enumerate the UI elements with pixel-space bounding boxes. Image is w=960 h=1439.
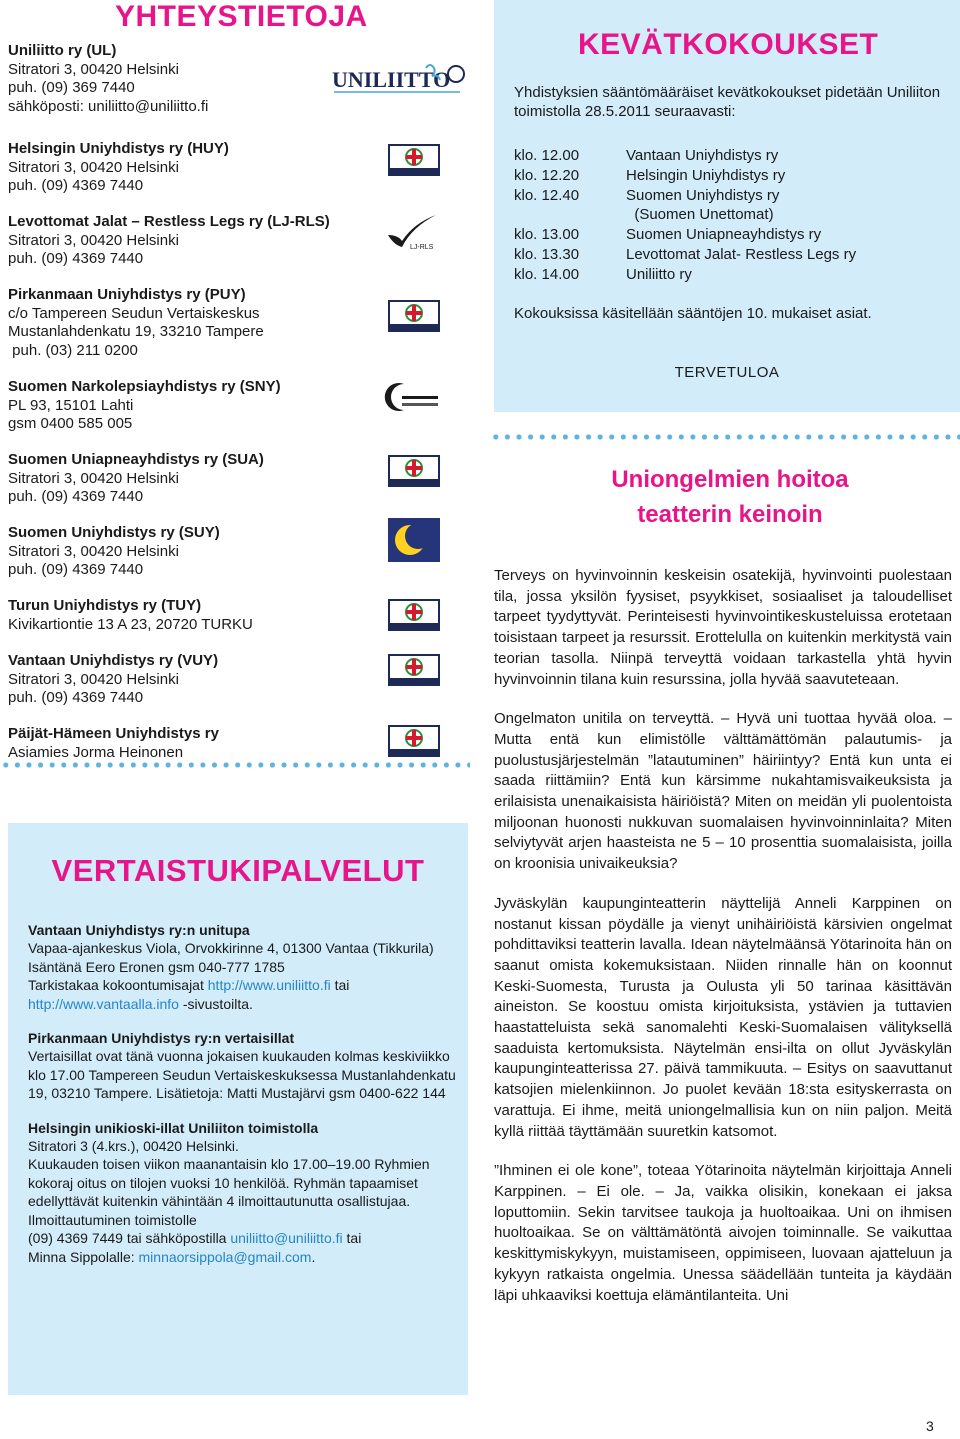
schedule-row: [514, 265, 856, 285]
uniliitto-email-link[interactable]: uniliitto@uniliitto.fi: [230, 1230, 343, 1247]
association-logo-icon: [388, 455, 440, 493]
contact-phone: puh. (09) 4369 7440: [8, 250, 144, 268]
association-logo-icon: [388, 599, 440, 637]
uniliitto-link[interactable]: http://www.uniliitto.fi: [207, 977, 331, 994]
association-logo-icon: [388, 144, 440, 182]
spring-meetings-box: [494, 0, 960, 412]
schedule-org: Suomen Uniyhdistys ry: [626, 186, 780, 204]
section-text: .: [311, 1248, 316, 1265]
contact-tuy: [8, 597, 468, 652]
contact-phone: puh. (09) 4369 7440: [8, 561, 144, 579]
contact-person: Asiamies Jorma Heinonen: [8, 743, 184, 761]
section-text: Vapaa-ajankeskus Viola, Orvokkirinne 4, 01300 Vantaa (Tikkurila): [28, 940, 434, 957]
article-paragraph: Jyväskylän kaupunginteatterin näyttelijä Anneli Karppinen on nostanut kissan pöydälle ja vienyt unihäiriöistä kärsivien ongelmat pohdittaviksi teatterin lavalla. Idean näytelmäänsä Yötarinoita hän on saanut omista kokemuksistaan. Niiden rinnalle hän on koonnut Keski-Suomesta, Turusta ja Oulusta yli 50 tarinaa käsittävän aineiston. Se koostuu omista kirjoituksista, ystävien ja tuttavien haastatteluista sekä sanomalehti Keski-Suomalaisen välityksellä saaduista kertomuksista. Näytelmän ensi-ilta on ollut Jyväskylän kaupunginteatterissa 27. päivä tammikuuta. – Esitys on saavuttanut katsojien mielenkiinnon. Jo puolet kevään 18:sta esityskerrasta on varattuja. Ei ihme, meitä uniongelmallisia kun on niin paljon. Meitä kyllä riittää täyttämään suuretkin katsomot.: [494, 894, 952, 1140]
moon-logo-icon: [388, 518, 440, 568]
page-number: 3: [926, 1418, 934, 1434]
contact-address: Mustanlahdenkatu 19, 33210 Tampere: [8, 323, 264, 341]
contact-name: Suomen Narkolepsiayhdistys ry (SNY): [8, 378, 281, 395]
contact-address: c/o Tampereen Seudun Vertaiskeskus: [8, 304, 260, 322]
contact-phone: puh. (09) 369 7440: [8, 79, 135, 97]
contacts-list: [8, 42, 468, 765]
schedule-time: klo. 14.00: [514, 265, 580, 283]
section-text: Tarkistakaa kokoontumisajat: [28, 977, 208, 994]
schedule-org: Levottomat Jalat- Restless Legs ry: [626, 245, 857, 263]
article-paragraph: ”Ihminen ei ole kone”, toteaa Yötarinoita näytelmän kirjoittaja Anneli Karppinen. – Ei ole. – Ja, vaikka olisikin, konekaan ei jaksa loputtomiin. Sekin tarvitsee taukoja ja huoltoaikaa. Uni on ihmisen huoltoaikaa. Se on välttämätöntä aivojen toiminnalle. Se vaikuttaa keskittymiskykyyn, muistamiseen, oppimiseen, luovaan ajatteluun ja kykyyn ratkaista ongelmia. Unessa säädellään tunteita ja käydään läpi uhkaaviksi koettuja elämäntilanteita. Uni: [494, 1162, 952, 1304]
contact-vuy: [8, 652, 468, 725]
section-text: Minna Sippolalle:: [28, 1248, 139, 1265]
article-body: [494, 566, 952, 1325]
vantaa-section: [28, 921, 458, 1013]
contact-address: Sitratori 3, 00420 Helsinki: [8, 670, 179, 688]
vantaalla-link[interactable]: http://www.vantaalla.info: [28, 995, 179, 1012]
contact-address: Sitratori 3, 00420 Helsinki: [8, 60, 179, 78]
schedule-row: [514, 166, 856, 186]
contact-name: Levottomat Jalat – Restless Legs ry (LJ-RLS): [8, 213, 330, 230]
schedule-time: klo. 13.30: [514, 245, 580, 263]
schedule-row: [514, 146, 856, 166]
spring-meetings-title: KEVÄTKOKOUKSET: [578, 28, 879, 61]
contact-phone: puh. (09) 4369 7440: [8, 177, 144, 195]
section-heading: Helsingin unikioski-illat Uniliiton toimistolla: [28, 1119, 319, 1136]
schedule-org: (Suomen Unettomat): [626, 206, 774, 224]
contact-huy: [8, 140, 468, 213]
schedule-org: Uniliitto ry: [626, 265, 692, 283]
contact-name: Turun Uniyhdistys ry (TUY): [8, 597, 202, 614]
contact-sua: [8, 451, 468, 524]
contacts-title: YHTEYSTIETOJA: [115, 0, 368, 33]
schedule-row: [514, 205, 856, 225]
association-logo-icon: [388, 654, 440, 692]
section-text: Vertaisillat ovat tänä vuonna jokaisen kuukauden kolmas keskiviikko klo 17.00 Tampereen Seudun Vertaiskeskuksessa Mustanlahdenkatu 19, 03210 Tampere. Lisätietoja: Matti Mustajärvi gsm 0400-622 144: [28, 1048, 456, 1102]
contact-address: Sitratori 3, 00420 Helsinki: [8, 469, 179, 487]
schedule-time: klo. 12.40: [514, 186, 580, 204]
article-paragraph: Terveys on hyvinvoinnin keskeisin osatekijä, hyvinvointi puolestaan tila, jossa yksilön fyysiset, psyykkiset, sosiaaliset ja taloudelliset tarpeet tyydyttyvät. Perinteisesti hyvinvointikeskusteluissa erotetaan toisistaan tarpeet ja resurssit. Erottelulla on kuitenkin merkitystä vain teorian tasolla. Niinpä terveyttä voidaan tarkastella yhtä hyvin hyvinvoinnin tilana kuin resurssina, jolla hyvää saavuteteaan.: [494, 567, 952, 688]
contact-name: Vantaan Uniyhdistys ry (VUY): [8, 652, 219, 669]
schedule-org: Vantaan Uniyhdistys ry: [626, 147, 779, 164]
section-text: -sivustoilta.: [178, 995, 253, 1012]
helsinki-section: [28, 1119, 458, 1266]
spring-meetings-intro: Yhdistyksien sääntömääräiset kevätkokoukset pidetään Uniliiton toimistolla 28.5.2011 seuraavasti:: [514, 84, 941, 120]
contact-suy: [8, 524, 468, 597]
association-logo-icon: [388, 725, 440, 763]
section-text: Isäntänä Eero Eronen gsm 040-777 1785: [28, 958, 285, 975]
section-text: tai: [330, 977, 350, 994]
contact-paijat-hame: [8, 725, 468, 765]
contact-uniliitto: [8, 42, 468, 140]
contact-phone: puh. (03) 211 0200: [8, 341, 138, 359]
contact-name: Helsingin Uniyhdistys ry (HUY): [8, 140, 229, 157]
article-title-line: teatterin keinoin: [637, 501, 823, 528]
schedule-row: [514, 225, 856, 245]
section-heading: Pirkanmaan Uniyhdistys ry:n vertaisillat: [28, 1030, 295, 1047]
contact-name: Uniliitto ry (UL): [8, 42, 117, 59]
narcolepsy-logo-icon: [384, 380, 440, 420]
article-paragraph: Ongelmaton unitila on terveyttä. – Hyvä uni tuottaa hyvää oloa. – Mutta entä kun elimistölle välttämättömän palautumis- ja puolustusjärjestelmän ”latautuminen” häiriintyy? Entä kun unta ei saada riittämiin? Entä kun kärsimme nukahtamisvaikeuksista ja erilaisista unenaikaisista häiriöistä? Miten on meidän yli puolentoista miljoonan huonosti nukkuvan suomalaisen hyvinvoinninlaita? Miten selviytyvät arjen haasteista ne 5 – 10 prosenttia suomalaisista, joilla on kroonisia univaikeuksia?: [494, 710, 952, 873]
contact-address: Sitratori 3, 00420 Helsinki: [8, 231, 179, 249]
peer-support-title: VERTAISTUKIPALVELUT: [51, 853, 425, 888]
schedule-org: Suomen Uniapneayhdistys ry: [626, 226, 822, 244]
contact-address: Kivikartiontie 13 A 23, 20720 TURKU: [8, 615, 253, 633]
contact-phone: puh. (09) 4369 7440: [8, 488, 144, 506]
lj-logo-text: LJ-RLS: [410, 244, 434, 251]
schedule-time: [514, 205, 626, 225]
contact-address: Sitratori 3, 00420 Helsinki: [8, 542, 179, 560]
meeting-schedule: [514, 146, 856, 285]
contact-name: Päijät-Hämeen Uniyhdistys ry: [8, 725, 219, 742]
schedule-time: klo. 12.20: [514, 166, 580, 184]
section-heading: Vantaan Uniyhdistys ry:n unitupa: [28, 922, 250, 938]
schedule-time: klo. 12.00: [514, 147, 580, 164]
contact-name: Suomen Uniyhdistys ry (SUY): [8, 524, 220, 541]
peer-support-body: [28, 921, 458, 1282]
contact-address: PL 93, 15101 Lahti: [8, 396, 134, 414]
schedule-org: Helsingin Uniyhdistys ry: [626, 166, 786, 184]
contact-name: Suomen Uniapneayhdistys ry (SUA): [8, 451, 264, 468]
meeting-note: Kokouksissa käsitellään sääntöjen 10. mukaiset asiat.: [514, 305, 872, 322]
peer-support-box: [8, 823, 468, 1395]
dotted-divider: [0, 762, 470, 768]
welcome-text: TERVETULOA: [674, 364, 780, 381]
contact-sny: [8, 378, 468, 451]
contact-phone: puh. (09) 4369 7440: [8, 689, 144, 707]
association-logo-icon: [388, 300, 440, 338]
schedule-row: [514, 186, 856, 206]
contact-email: sähköposti: uniliitto@uniliitto.fi: [8, 97, 209, 115]
checkmark-logo-icon: [384, 213, 440, 259]
contact-address: Sitratori 3, 00420 Helsinki: [8, 158, 179, 176]
section-text: Sitratori 3 (4.krs.), 00420 Helsinki.: [28, 1138, 239, 1155]
section-text: (09) 4369 7449 tai sähköpostilla: [28, 1230, 231, 1247]
pirkanmaa-section: [28, 1029, 458, 1103]
schedule-row: [514, 245, 856, 265]
dotted-divider: [490, 434, 960, 440]
contact-lj-rls: [8, 213, 468, 286]
section-text: Kuukauden toisen viikon maanantaisin klo 17.00–19.00 Ryhmien kokoraj oitus on tilojen vuoksi 10 henkilöä. Ryhmän tapaamiset edellyttävät kuitenkin vähintään 4 ilmoittautunutta osallistujaa. Ilmoittautuminen toimistolle: [28, 1156, 430, 1228]
uniliitto-logo-text: UNILIITTO: [332, 67, 451, 92]
minna-email-link[interactable]: minnaorsippola@gmail.com: [138, 1248, 312, 1265]
article-title-line: Uniongelmien hoitoa: [611, 466, 849, 493]
contact-name: Pirkanmaan Uniyhdistys ry (PUY): [8, 286, 246, 303]
article-title: [500, 462, 960, 532]
contact-phone: gsm 0400 585 005: [8, 415, 133, 433]
schedule-time: klo. 13.00: [514, 226, 580, 244]
contact-puy: [8, 286, 468, 378]
section-text: tai: [342, 1230, 362, 1247]
